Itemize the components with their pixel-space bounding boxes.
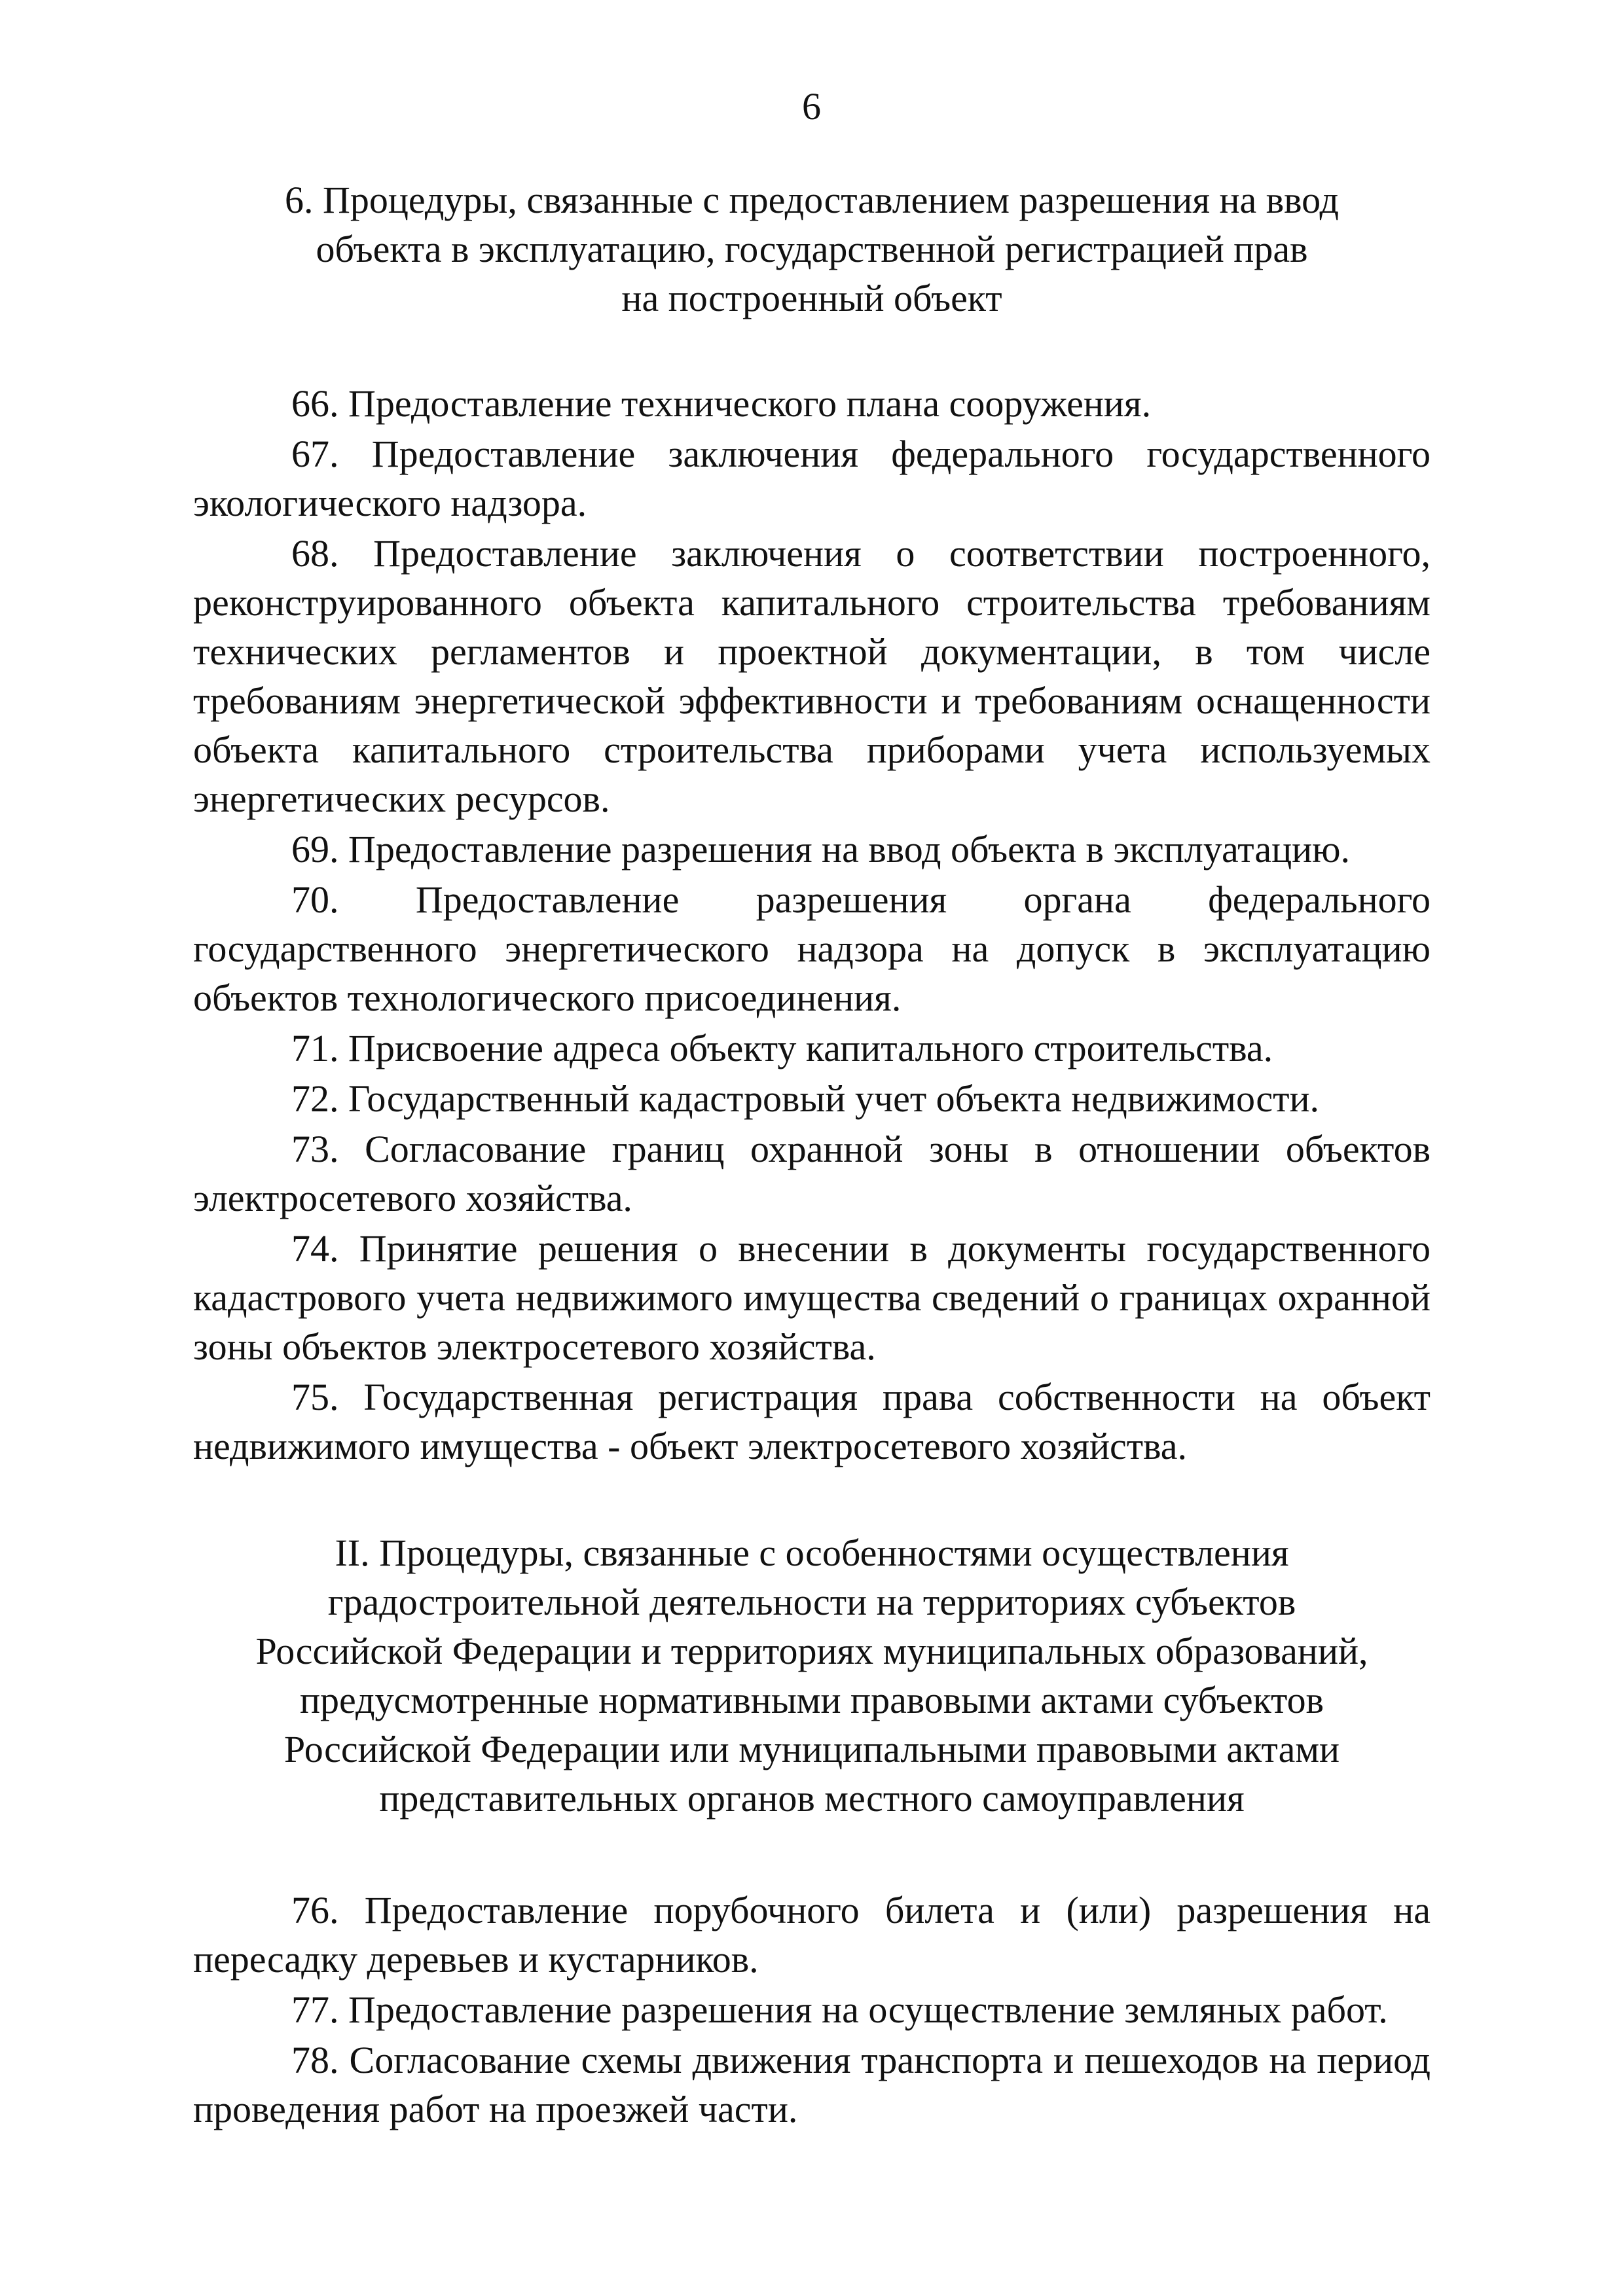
procedure-item [193,875,1431,1022]
procedure-item [193,1985,1431,2034]
procedure-item [193,1372,1431,1471]
heading-line: Российской Федерации или муниципальными правовыми актами [283,1728,1340,1770]
procedure-item [193,1886,1431,1984]
item-number: 67. [291,433,339,475]
procedure-item [193,1074,1431,1123]
procedure-item [193,2036,1431,2134]
section-heading [193,175,1431,323]
heading-line: представительных органов местного самоуправления [379,1777,1245,1820]
procedure-list [193,379,1431,1471]
item-number: 74. [291,1227,339,1270]
item-number: 70. [291,878,339,921]
heading-line: объекта в эксплуатацию, государственной регистрацией прав [316,228,1308,270]
item-text: Принятие решения о внесении в документы государственного кадастрового учета недвижимого имущества сведений о границах охранной зоны объектов электросетевого хозяйства. [193,1227,1431,1368]
item-number: 69. [291,828,339,870]
item-text: Согласование границ охранной зоны в отношении объектов электросетевого хозяйства. [193,1128,1431,1219]
item-text: Государственный кадастровый учет объекта недвижимости. [348,1077,1320,1120]
item-number: 66. [291,382,339,425]
procedure-item [193,1124,1431,1223]
item-text: Предоставление разрешения на ввод объекта в эксплуатацию. [348,828,1350,870]
item-text: Предоставление порубочного билета и (или) разрешения на пересадку деревьев и кустарников. [193,1889,1431,1981]
page-number: 6 [802,85,821,128]
heading-line: на построенный объект [621,277,1002,319]
procedure-item [193,529,1431,823]
item-number: 77. [291,1988,339,2031]
item-text: Присвоение адреса объекту капитального строительства. [348,1027,1273,1069]
item-number: 72. [291,1077,339,1120]
procedure-item [193,1224,1431,1371]
document-body [193,175,1431,2135]
procedure-item [193,1024,1431,1073]
heading-line: II. Процедуры, связанные с особенностями осуществления [335,1532,1289,1574]
procedure-item [193,379,1431,428]
item-text: Согласование схемы движения транспорта и пешеходов на период проведения работ на проезжей части. [193,2039,1431,2130]
procedure-item [193,825,1431,874]
item-number: 68. [291,532,339,575]
procedure-item [193,429,1431,528]
item-text: Предоставление разрешения органа федерального государственного энергетического надзора на допуск в эксплуатацию объектов технологического присоединения. [193,878,1431,1019]
item-text: Предоставление заключения федерального государственного экологического надзора. [193,433,1431,524]
item-text: Государственная регистрация права собственности на объект недвижимого имущества - объект электросетевого хозяйства. [193,1376,1431,1467]
section-heading [193,1528,1431,1823]
item-text: Предоставление разрешения на осуществление земляных работ. [348,1988,1388,2031]
heading-line: Российской Федерации и территориях муниципальных образований, [255,1630,1368,1672]
heading-line: градостроительной деятельности на территориях субъектов [327,1581,1296,1623]
item-number: 73. [291,1128,339,1170]
item-number: 75. [291,1376,339,1418]
item-text: Предоставление технического плана сооружения. [348,382,1152,425]
heading-line: предусмотренные нормативными правовыми актами субъектов [300,1679,1324,1721]
item-number: 76. [291,1889,339,1931]
heading-line: 6. Процедуры, связанные с предоставлением разрешения на ввод [284,179,1339,221]
item-number: 78. [291,2039,339,2081]
procedure-list [193,1886,1431,2134]
item-text: Предоставление заключения о соответствии построенного, реконструированного объекта капитального строительства требованиям технических регламентов и проектной документации, в том числе требованиям энергетической эффективности и требованиям оснащенности объекта капитального строительства приборами учета используемых энергетических ресурсов. [193,532,1431,820]
item-number: 71. [291,1027,339,1069]
